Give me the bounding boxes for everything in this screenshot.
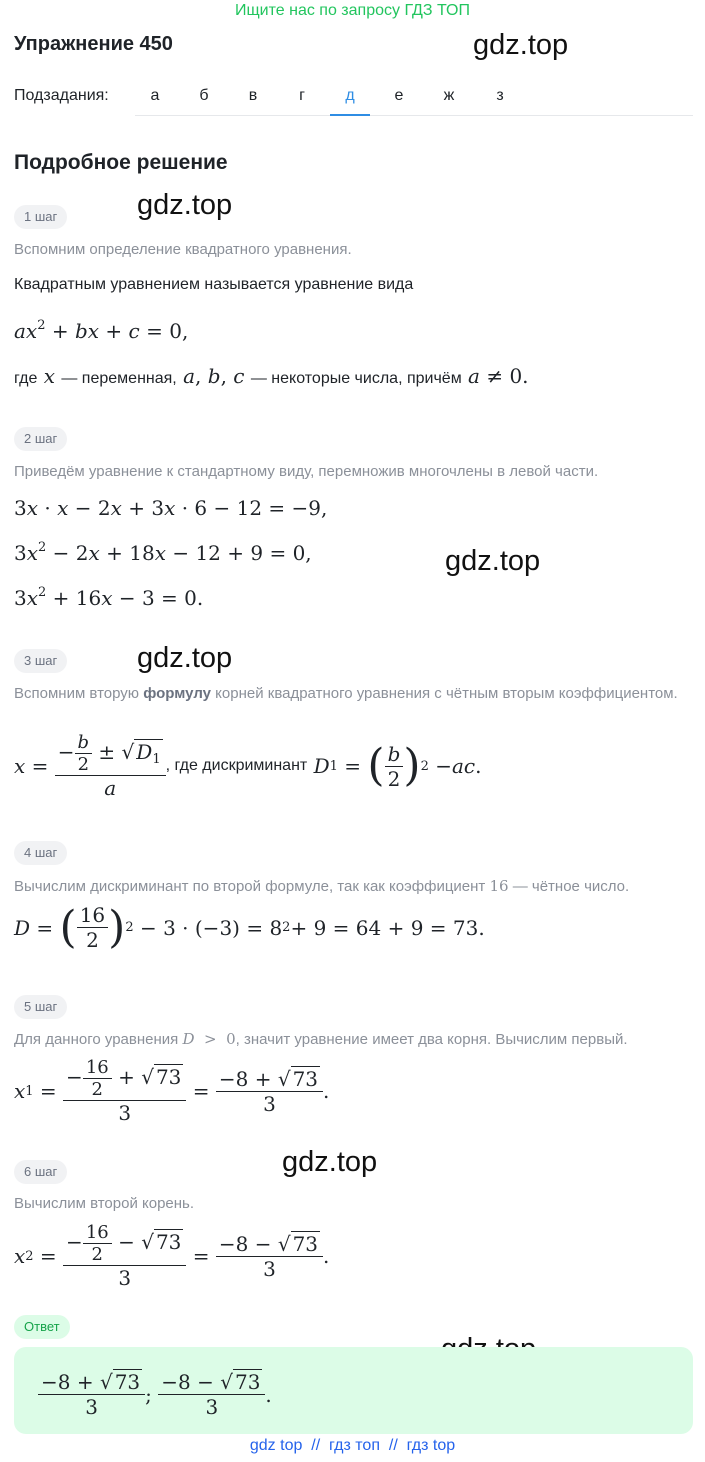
watermark: gdz.top — [473, 29, 569, 61]
tab-g[interactable]: г — [299, 87, 305, 104]
step-badge: 1 шаг — [14, 205, 67, 229]
step-badge: 3 шаг — [14, 649, 67, 673]
formula-line: $3x^2 - 2x + 18x - 12 + 9 = 0$, — [14, 540, 312, 565]
footer-links[interactable]: gdz top // гдз топ // гдз top — [249, 1437, 456, 1454]
step-badge: 5 шаг — [14, 995, 67, 1019]
tab-d[interactable]: д — [330, 78, 370, 116]
exercise-title: Упражнение 450 — [14, 33, 173, 55]
subtask-tabs — [135, 78, 693, 116]
formula-line: $3x^2 + 16x - 3 = 0$. — [14, 585, 204, 610]
step-badge: 4 шаг — [14, 841, 67, 865]
tab-e[interactable]: е — [394, 87, 404, 104]
formula-discriminant: D = ( $\frac{16}{2}$ ) 2 − 3 · (−3) = 8 2 + 9 = 64 + 9 = 73. — [14, 901, 485, 953]
step-text: Квадратным уравнением называется уравнение вида — [14, 276, 414, 293]
formula-link[interactable]: формулу — [143, 685, 211, 702]
tab-zh[interactable]: ж — [443, 87, 455, 104]
formula-roots: x = − $\frac{b}{2}$ ± √ $D_1$ a , где дискриминант D 1 = ( $\frac{b}{2}$ ) 2 − ac . — [14, 732, 482, 800]
step-hint: Приведём уравнение к стандартному виду, перемножив многочлены в левой части. — [14, 463, 599, 480]
answer-badge: Ответ — [14, 1315, 70, 1339]
answer-formula: $\frac{-8 + √ 73}{3}$ ; $\frac{-8 - √ 73}{3}$ . — [38, 1370, 272, 1419]
tab-v[interactable]: в — [248, 87, 258, 104]
formula-quadratic: $ax^2$ + bx + c = 0, — [14, 318, 189, 343]
step-hint: Вспомним определение квадратного уравнения. — [14, 241, 352, 258]
step-hint: Вспомним вторую формулу корней квадратного уравнения с чётным вторым коэффициентом. — [14, 685, 678, 702]
step-badge: 2 шаг — [14, 427, 67, 451]
formula-where: где x — переменная, a, b, c — некоторые числа, причём a ≠ 0. — [14, 364, 529, 388]
subtasks-label: Подзадания: — [14, 87, 109, 104]
step-badge: 6 шаг — [14, 1160, 67, 1184]
watermark: gdz.top — [137, 642, 233, 674]
watermark: gdz.top — [445, 545, 541, 577]
tab-a[interactable]: а — [150, 87, 160, 104]
promo-banner[interactable]: Ищите нас по запросу ГДЗ ТОП — [235, 2, 470, 19]
step-hint: Вычислим второй корень. — [14, 1195, 195, 1212]
tab-b[interactable]: б — [199, 87, 209, 104]
solution-title: Подробное решение — [14, 151, 228, 174]
formula-x1: x 1 = − $\frac{16}{2}$ + √ 73 3 = $\frac{-8 + √ 73}{3}$ . — [14, 1057, 330, 1125]
step-hint: Для данного уравнения D > 0, значит уравнение имеет два корня. Вычислим первый. — [14, 1030, 628, 1048]
formula-line: 3x · x − 2x + 3x · 6 − 12 = −9, — [14, 496, 328, 520]
formula-x2: x 2 = − $\frac{16}{2}$ − √ 73 3 = $\frac{-8 - √ 73}{3}$ . — [14, 1222, 330, 1290]
tab-z[interactable]: з — [496, 87, 504, 104]
step-hint: Вычислим дискриминант по второй формуле, так как коэффициент 16 — чётное число. — [14, 877, 630, 895]
watermark: gdz.top — [137, 189, 233, 221]
watermark: gdz.top — [282, 1146, 378, 1178]
